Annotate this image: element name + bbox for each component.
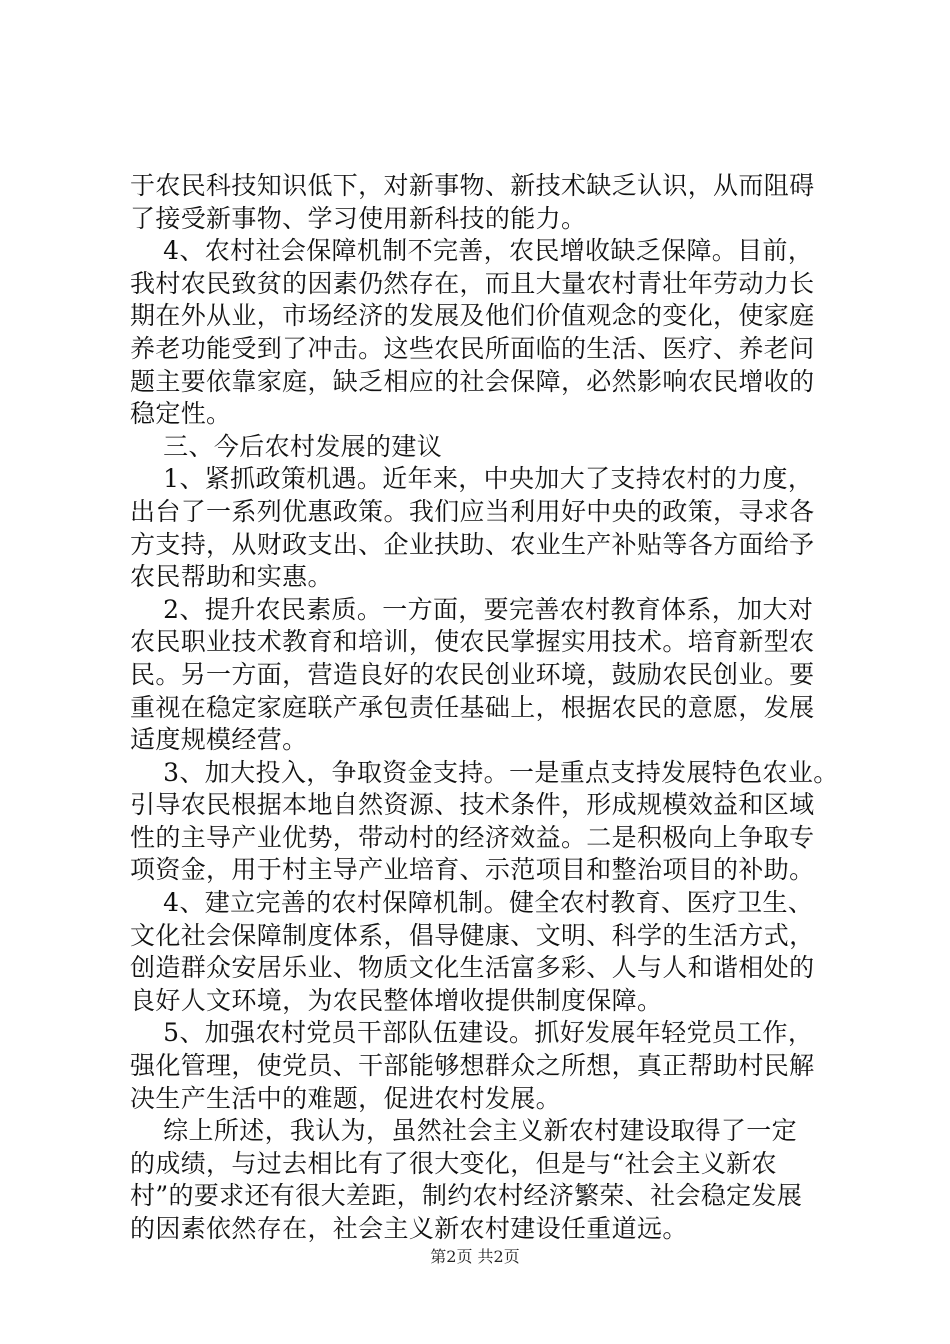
text-line: 了接受新事物、学习使用新科技的能力。 [130,203,587,233]
text-line: 期在外从业，市场经济的发展及他们价值观念的变化，使家庭 [130,301,815,331]
text-line: 的成绩，与过去相比有了很大变化，但是与“社会主义新农 [130,1148,777,1178]
text-line: 4、农村社会保障机制不完善，农民增收缺乏保障。目前， [130,236,814,266]
text-line: 我村农民致贫的因素仍然存在，而且大量农村青壮年劳动力长 [130,268,815,298]
text-line: 引导农民根据本地自然资源、技术条件，形成规模效益和区域 [130,790,815,820]
text-line: 适度规模经营。 [130,725,308,755]
text-line: 农民帮助和实惠。 [130,562,333,592]
text-line: 村”的要求还有很大差距，制约农村经济繁荣、社会稳定发展 [130,1181,803,1211]
text-line: 出台了一系列优惠政策。我们应当利用好中央的政策，寻求各 [130,496,815,526]
text-line: 5、加强农村党员干部队伍建设。抓好发展年轻党员工作， [130,1018,814,1048]
text-line: 稳定性。 [130,399,232,429]
text-line: 的因素依然存在，社会主义新农村建设任重道远。 [130,1214,688,1243]
text-line: 重视在稳定家庭联产承包责任基础上，根据农民的意愿，发展 [130,692,815,722]
text-line: 于农民科技知识低下，对新事物、新技术缺乏认识，从而阻碍 [130,171,815,200]
text-line: 2、提升农民素质。一方面，要完善农村教育体系，加大对 [130,594,814,624]
text-line: 方支持，从财政支出、企业扶助、农业生产补贴等各方面给予 [130,529,815,559]
text-line: 题主要依靠家庭，缺乏相应的社会保障，必然影响农民增收的 [130,366,815,396]
page-footer: 第2页 共2页 [430,1247,520,1266]
text-line: 1、紧抓政策机遇。近年来，中央加大了支持农村的力度， [130,464,814,494]
text-line: 文化社会保障制度体系，倡导健康、文明、科学的生活方式， [130,920,815,950]
text-line: 民。另一方面，营造良好的农民创业环境，鼓励农民创业。要 [130,659,815,689]
text-line: 决生产生活中的难题，促进农村发展。 [130,1083,561,1113]
text-line: 三、今后农村发展的建议 [130,431,443,461]
text-line: 3、加大投入，争取资金支持。一是重点支持发展特色农业。 [130,757,839,787]
text-line: 性的主导产业优势，带动村的经济效益。二是积极向上争取专 [130,822,815,852]
document-body [130,170,840,1246]
text-line: 强化管理，使党员、干部能够想群众之所想，真正帮助村民解 [130,1051,815,1081]
text-line: 农民职业技术教育和培训，使农民掌握实用技术。培育新型农 [130,627,815,657]
text-line: 良好人文环境，为农民整体增收提供制度保障。 [130,985,663,1015]
text-line: 养老功能受到了冲击。这些农民所面临的生活、医疗、养老问 [130,333,815,363]
text-line: 创造群众安居乐业、物质文化生活富多彩、人与人和谐相处的 [130,953,815,983]
text-line: 4、建立完善的农村保障机制。健全农村教育、医疗卫生、 [130,888,814,918]
text-line: 项资金，用于村主导产业培育、示范项目和整治项目的补助。 [130,855,815,885]
text-line: 综上所述，我认为，虽然社会主义新农村建设取得了一定 [130,1116,797,1146]
